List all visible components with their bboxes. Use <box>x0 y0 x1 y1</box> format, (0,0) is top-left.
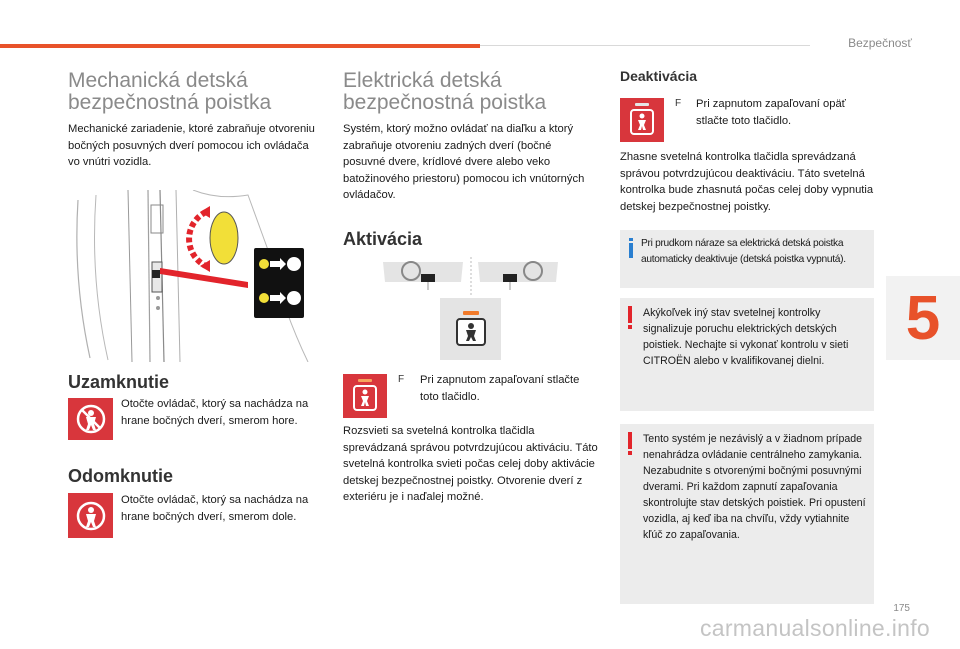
activation-text: Rozsvieti sa svetelná kontrolka tlačidla sprevádzaná správou potvrdzujúcou aktiváciu. Táto svetelná kontrolka svieti počas celej doby aktivácie detskej bezpečnostnej poistky. Otvorenie dverí z exteriéru je i naďalej možné. <box>343 425 598 503</box>
lock-text: Otočte ovládač, ktorý sa nachádza na hrane bočných dverí, smerom hore. <box>121 398 309 427</box>
deactivation-heading: Deaktivácia <box>620 68 698 84</box>
child-lock-button-illustration <box>440 298 501 360</box>
info-icon <box>628 238 632 256</box>
info-note-text: Pri prudkom náraze sa elektrická detská poistka automaticky deaktivuje (detská poistka vypnutá). <box>641 238 846 265</box>
dashboard-illustration <box>383 257 558 297</box>
warning-text-1: Akýkoľvek iný stav svetelnej kontrolky signalizuje poruchu elektrických detských poistiek. Nechajte si vykonať kontrolu v sieti CITROËN alebo v kvalifikovanej dielni. <box>643 307 849 367</box>
unlock-heading: Odomknutie <box>68 466 174 486</box>
mechanical-lock-intro: Mechanické zariadenie, ktoré zabraňuje otvoreniu bočných posuvných dverí pomocou ich ovládača vo vnútri vozidla. <box>68 123 315 168</box>
unlock-text: Otočte ovládač, ktorý sa nachádza na hrane bočných dverí, smerom dole. <box>121 494 309 523</box>
activation-heading: Aktivácia <box>343 229 423 249</box>
header-divider <box>480 45 810 46</box>
bullet-2: F <box>675 98 682 109</box>
watermark: carmanualsonline.info <box>699 615 930 641</box>
child-lock-button-icon-2 <box>620 98 664 142</box>
mechanical-lock-title: Mechanická detská bezpečnostná poistka <box>68 69 272 114</box>
chapter-number: 5 <box>905 283 941 353</box>
bullet: F <box>398 374 405 385</box>
warning-icon <box>626 306 634 328</box>
warning-text-2: Tento systém je nezávislý a v žiadnom prípade nenahrádza ovládanie centrálneho zamykania. Nezabudnite s otvorenými bočnými posuvnými dverami. Pri každom zapnutí zapaľovania skontrolujte stav detských poistiek. Pri opustení vozidla, aj keď iba na chvíľu, vždy vytiahnite kľúč zo zapaľovania. <box>643 433 866 541</box>
deactivation-step: Pri zapnutom zapaľovaní opäť stlačte toto tlačidlo. <box>696 98 846 127</box>
deactivation-text: Zhasne svetelná kontrolka tlačidla sprevádzaná správou potvrdzujúcou deaktiváciu. Táto svetelná kontrolka bude zhasnutá počas celej doby vypnutia detskej bezpečnostnej poistky. <box>620 151 874 213</box>
child-lock-button-icon <box>343 374 387 418</box>
lock-heading: Uzamknutie <box>68 372 170 392</box>
child-lock-icon <box>68 398 113 440</box>
section-title: Bezpečnosť <box>848 36 912 50</box>
child-unlock-icon <box>68 493 113 538</box>
electric-lock-intro: Systém, ktorý možno ovládať na diaľku a ktorý zabraňuje otvoreniu zadných dverí (bočné posuvné dvere, krídlové dvere alebo veko batožinového priestoru) pomocou ich vnútorných ovládačov. <box>343 123 585 201</box>
electric-lock-title: Elektrická detská bezpečnostná poistka <box>343 69 547 114</box>
header-accent-bar <box>0 44 480 48</box>
activation-step: Pri zapnutom zapaľovaní stlačte toto tlačidlo. <box>420 374 580 403</box>
page-number: 175 <box>893 603 910 614</box>
warning-icon-2 <box>626 432 634 454</box>
door-edge-illustration <box>68 190 318 362</box>
